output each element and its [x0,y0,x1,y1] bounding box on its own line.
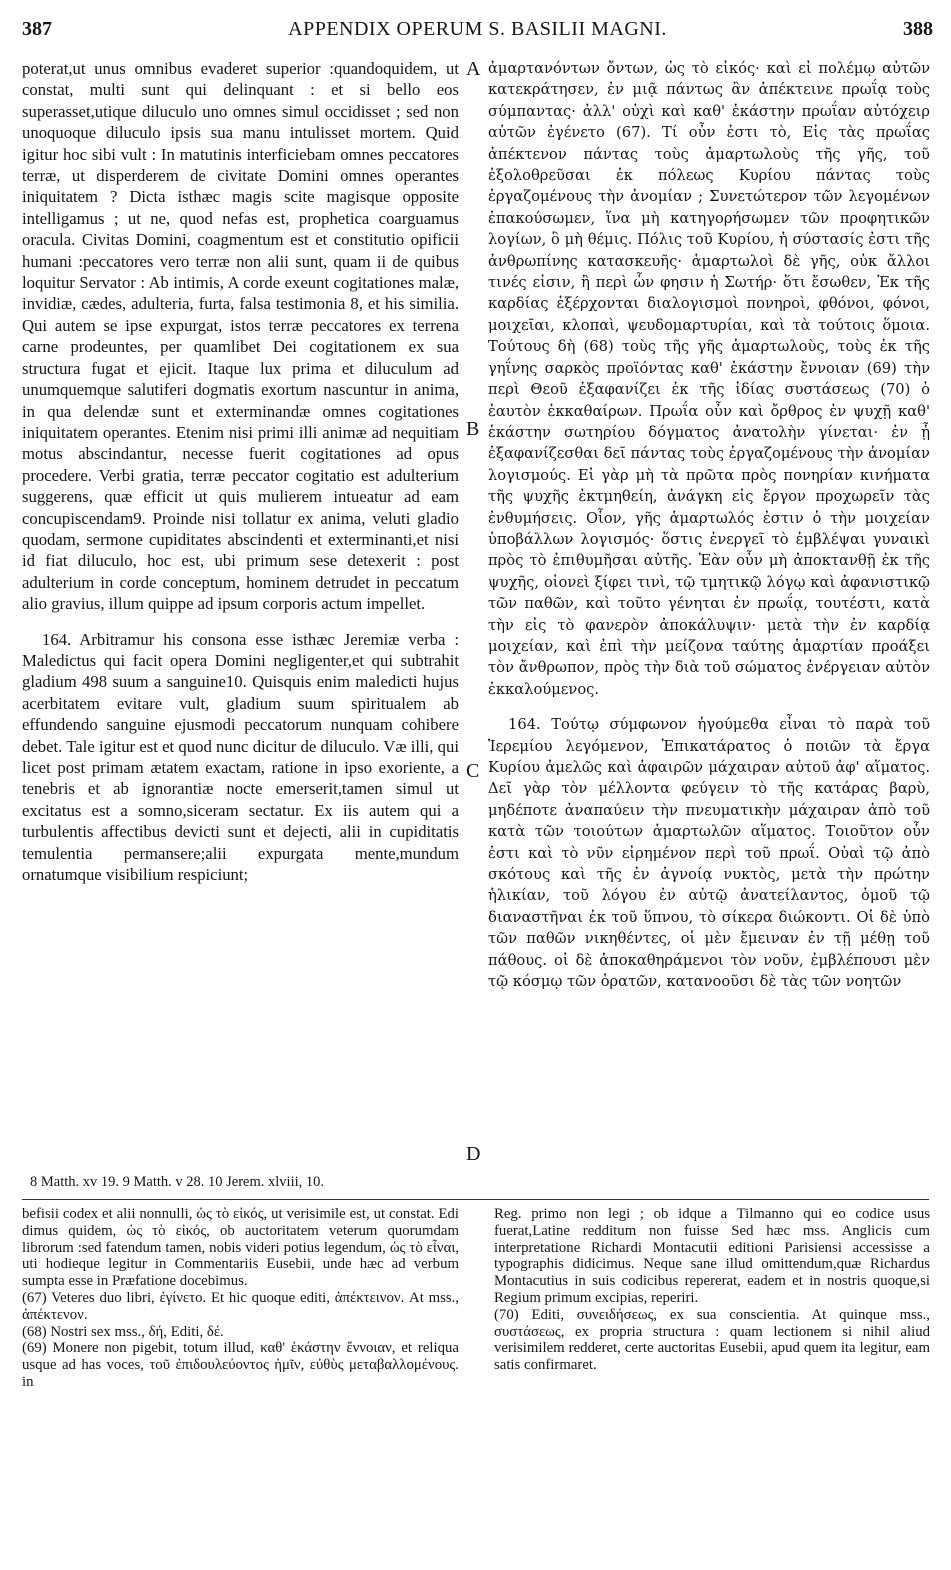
note: (69) Monere non pigebit, totum illud, καθ' ἑκάστην ἔννοιαν, et reliqua usque ad has voces, τοῦ ἐπιδουλεύοντος ἡμῖν, εὐθὺς μεταβαλλομένους. in [22,1340,459,1390]
footnote-references: 8 Matth. xv 19. 9 Matth. v 28. 10 Jerem. xlviii, 10. [30,1174,325,1190]
note: befisii codex et alii nonnulli, ὡς τὸ εἰκός, ut verisimile est, ut constat. Edi dimus quidem, ὡς τὸ εἰκός, ob auctoritatem veterum quorumdam librorum :sed fatendum tamen, nobis videri potius legendum, ὡς τὸ εἶναι, uti hodieque legitur in Commentariis Eusebii, unde hæc ad verbum sumpta esse in Præfatione docebimus. [22,1206,459,1290]
footnote-divider [22,1199,929,1200]
latin-column [22,58,459,885]
note: (70) Editi, συνειδήσεως, ex sua conscientia. At quinque mss., συστάσεως, ex propria structura : quam lectionem si nihil aliud verisimilem redderet, certe auctoritas Eusebii, apud quem ita legitur, eam satis confirmaret. [494,1306,930,1374]
greek-column [488,58,930,992]
page-number-right: 388 [903,18,933,40]
note: Reg. primo non legi ; ob idque a Tilmanno qui eo codice usus fuerat,Latine redditum non fuisse Sed hæc mss. Anglicis cum interpretatione Richardi Montacutii editioni Parisiensi accessisse a typographis didicimus. Neque sane illud omittendum,quæ Richardus Montacutius in suis codicibus repererat, eadem et in nostris quoque,si Regium primum excipias, reperiri. [494,1206,930,1306]
greek-paragraph: 164. Τούτῳ σύμφωνον ἡγούμεθα εἶναι τὸ παρὰ τοῦ Ἱερεμίου λεγόμενον, Ἐπικατάρατος ὁ ποιῶν τὰ ἔργα Κυρίου ἀμελῶς καὶ ἀφαιρῶν μάχαιραν αὐτοῦ ἀφ' αἵματος. Δεῖ γὰρ τὸν μέλλοντα φεύγειν τὸ τῆς κατάρας βαρὺ, μηδέποτε ἀναπαύειν τὴν πνευματικὴν μάχαιραν ἀπὸ τοῦ κατὰ τῶν τοιούτων ἁμαρτωλῶν αἵματος. Τοιοῦτον οὖν ἐστι καὶ τὸ νῦν εἰρημένον περὶ τοῦ πρωΐ. Οὐαὶ τῷ ἀπὸ σκότους καὶ τῆς ἐν ἀγνοίᾳ νυκτὸς, μετὰ τὴν πρώτην ἡλικίαν, τοῦ λόγου ἐν αὐτῷ ἀνατείλαντος, ὁμοῦ τῷ διαναστῆναι ἐκ τοῦ ὕπνου, τὸ σίκερα διώκοντι. Οἱ δὲ ὑπὸ τῶν παθῶν νικηθέντες, οἱ μὲν ἔμειναν ἐν τῇ μέθῃ τοῦ πάθους. οἱ δὲ ἀποκαθηράμενοι τὸν νοῦν, ἐμβλέπουσι μὲν τῷ κόσμῳ τῶν ὁρατῶν, κατανοοῦσι δὲ τὰς τῶν νοητῶν [488,716,930,991]
latin-paragraph: 164. Arbitramur his consona esse isthæc Jeremiæ verba : Maledictus qui facit opera Domini negligenter,et qui subtrahit gladium 498 suum a sanguine10. Quisquis enim maledicti hujus acerbitatem evitare vult, gladium suum spiritualem ab effundendo sanguine ejusmodi peccatorum nunquam cohibere debet. Tale igitur est et quod nunc dicitur de diluculo. Væ illi, qui licet post primam ætatem exactam, ratione in ipso exoriente, a tenebris et ab ignorantiæ nocte emerserit,tamen simul ut excitatus est a somno,siceram sectatur. Ex iis autem qui a turbulentis affectibus devicti sunt et dejecti, alii in cupiditatis temulentia permansere;alii expurgata mente,mundum ornatumque visibilium respiciunt; [22,629,459,885]
page-header [22,18,933,48]
margin-letter-d: D [466,1143,481,1165]
note: (68) Nostri sex mss., δή, Editi, δέ. [22,1323,224,1340]
margin-letter-b: B [466,418,480,440]
page-number-left: 387 [22,18,52,40]
margin-letter-a: A [466,58,481,80]
margin-letter-c: C [466,760,480,782]
note: (67) Veteres duo libri, ἐγίνετο. Et hic quoque editi, ἀπέκτεινον. At mss., ἀπέκτενον. [22,1289,459,1323]
notes-left-column [22,1206,459,1391]
greek-paragraph: ἁμαρτανόντων ὄντων, ὡς τὸ εἰκός· καὶ εἰ πολέμῳ αὐτῶν κατεκράτησεν, ἐν μιᾷ πάντως ἂν ἀπέκτεινε πρωΐᾳ τοὺς σύμπαντας· ἀλλ' οὐχὶ καὶ καθ' ἑκάστην πρωΐαν αὐτόχειρ αὐτῶν ἐγένετο (67). Τί οὖν ἐστι τὸ, Εἰς τὰς πρωΐας ἀπέκτενον πάντας τοὺς ἁμαρτωλοὺς τῆς γῆς, τοῦ ἐξολοθρεῦσαι ἐκ πόλεως Κυρίου πάντας τοὺς ἐργαζομένους τὴν ἀνομίαν ; Συνετώτερον τῶν λεγομένων ἐπακούσωμεν, ἵνα μὴ κατηγορήσωμεν τῶν προφητικῶν λογίων, ὃ μὴ θέμις. Πόλις τοῦ Κυρίου, ἡ σύστασίς ἐστι τῆς ἀνθρωπίνης κατασκευῆς· ἁμαρτωλοὶ δὲ γῆς, οὐκ ἄλλοι τινές εἰσιν, ἢ περὶ ὧν φησιν ἡ Σωτήρ· ὅτι ἔσωθεν, Ἐκ τῆς καρδίας ἐξέρχονται διαλογισμοὶ πονηροὶ, φθόνοι, φόνοι, μοιχεῖαι, κλοπαὶ, ψευδομαρτυρίαι, καὶ τὰ τούτοις ὅμοια. Τούτους δὴ (68) τοὺς τῆς γῆς ἁμαρτωλοὺς, τοὺς ἐκ τῆς γηΐνης σαρκὸς προϊόντας καθ' ἑκάστην ἔννοιαν (69) τὴν περὶ Θεοῦ ἐξαφανίζει ἐκ τῆς ἰδίας συστάσεως (70) ὁ ἑαυτὸν ἐκκαθαίρων. Πρωΐα οὖν καὶ ὄρθρος ἐν ψυχῇ καθ' ἑκάστην σωτηρίου δόγματος ἀνατολὴν γίνεται· ἐν ᾗ ἐξαφανίζεσθαι δεῖ πάντας τοὺς ἐργαζομένους τὴν ἀνομίαν λογισμούς. Εἰ γὰρ μὴ τὰ πρῶτα πρὸς πονηρίαν κινήματα τῆς ψυχῆς ἐκτμηθείη, ἀνάγκη εἰς ἔργον προχωρεῖν τὰς ἐνθυμήσεις. Οἷον, γῆς ἁμαρτωλός ἐστιν ὁ τὴν μοιχείαν ὑποβάλλων λογισμός· ὅστις ἐνεργεῖ τὸ ἐμβλέψαι γυναικὶ πρὸς τὸ ἐπιθυμῆσαι αὐτῆς. Ἐὰν οὖν μὴ ἀποκτανθῇ ἐκ τῆς ψυχῆς, οἱονεὶ ξίφει τινὶ, τῷ τμητικῷ λόγῳ καὶ ἀφανιστικῷ τῶν παθῶν, καὶ τοῦτο γένηται ἐν πρωΐᾳ, τουτέστι, κατὰ τὴν εἰς τὸ φανερὸν ἀποκάλυψιν· μετὰ τὴν ἐν καρδίᾳ μοιχείαν, καὶ ἐπὶ τὴν μείζονα ταύτης ἁμαρτίαν προάξει τὸν ἄνθρωπον, πρὸς τὴν διὰ τοῦ σώματος ἐνέργειαν αὐτὸν ἐκκαλούμενος. [488,60,930,698]
running-title: APPENDIX OPERUM S. BASILII MAGNI. [288,18,667,40]
latin-paragraph: poterat,ut unus omnibus evaderet superior :quandoquidem, ut constat, multi sunt qui delinquant : et si bello eos superasset,utique diluculo uno omnes simul occidisset ; sed non unoquoque diluculo ipsis sua manu intulisset mortem. Quid igitur hoc sibi vult : In matutinis interficiebam omnes peccatores terræ, ut disperderem de civitate Domini omnes operantes iniquitatem ? Dicta isthæc magis scite magisque opposite intelligamus ; ut ne, quod nefas est, prophetica coarguamus oracula. Civitas Domini, coagmentum est et constitutio opificii humani :peccatores vero terræ non alii sunt, quam ii de quibus loquitur Servator : Ab intimis, A corde exeunt cogitationes malæ, invidiæ, cædes, adulteria, furta, falsa testimonia 8, et his similia. Qui autem se ipse expurgat, istos terræ peccatores ex terrena carne prodeuntes, per quamlibet Dei cogitationem ex sua structura fugat et ejicit. Itaque lux prima et diluculum ad unumquemque salutiferi dogmatis exortum nascuntur in anima, in qua delendæ sunt et exterminandæ omnes cogitationes iniquitatem operantes. Etenim nisi primi illi animæ ad nequitiam motus abscindantur, necesse fuerit cogitationes ad opus procedere. Verbi gratia, terræ peccator cogitatio est adulterium suggerens, quæ efficit ut quis mulierem intueatur ad eam concupiscendam9. Proinde nisi tollatur ex anima, veluti gladio quodam, sermone cupiditates abscindenti et exterminanti,et nisi id fiat diluculo, hoc est, ubi primum sese detexerit : post adulterium in corde conceptum, hominem detrudet in peccatum alio gravius, illum quippe ad ipsum corporis actum impellet. [22,59,459,614]
notes-right-column [494,1206,930,1374]
